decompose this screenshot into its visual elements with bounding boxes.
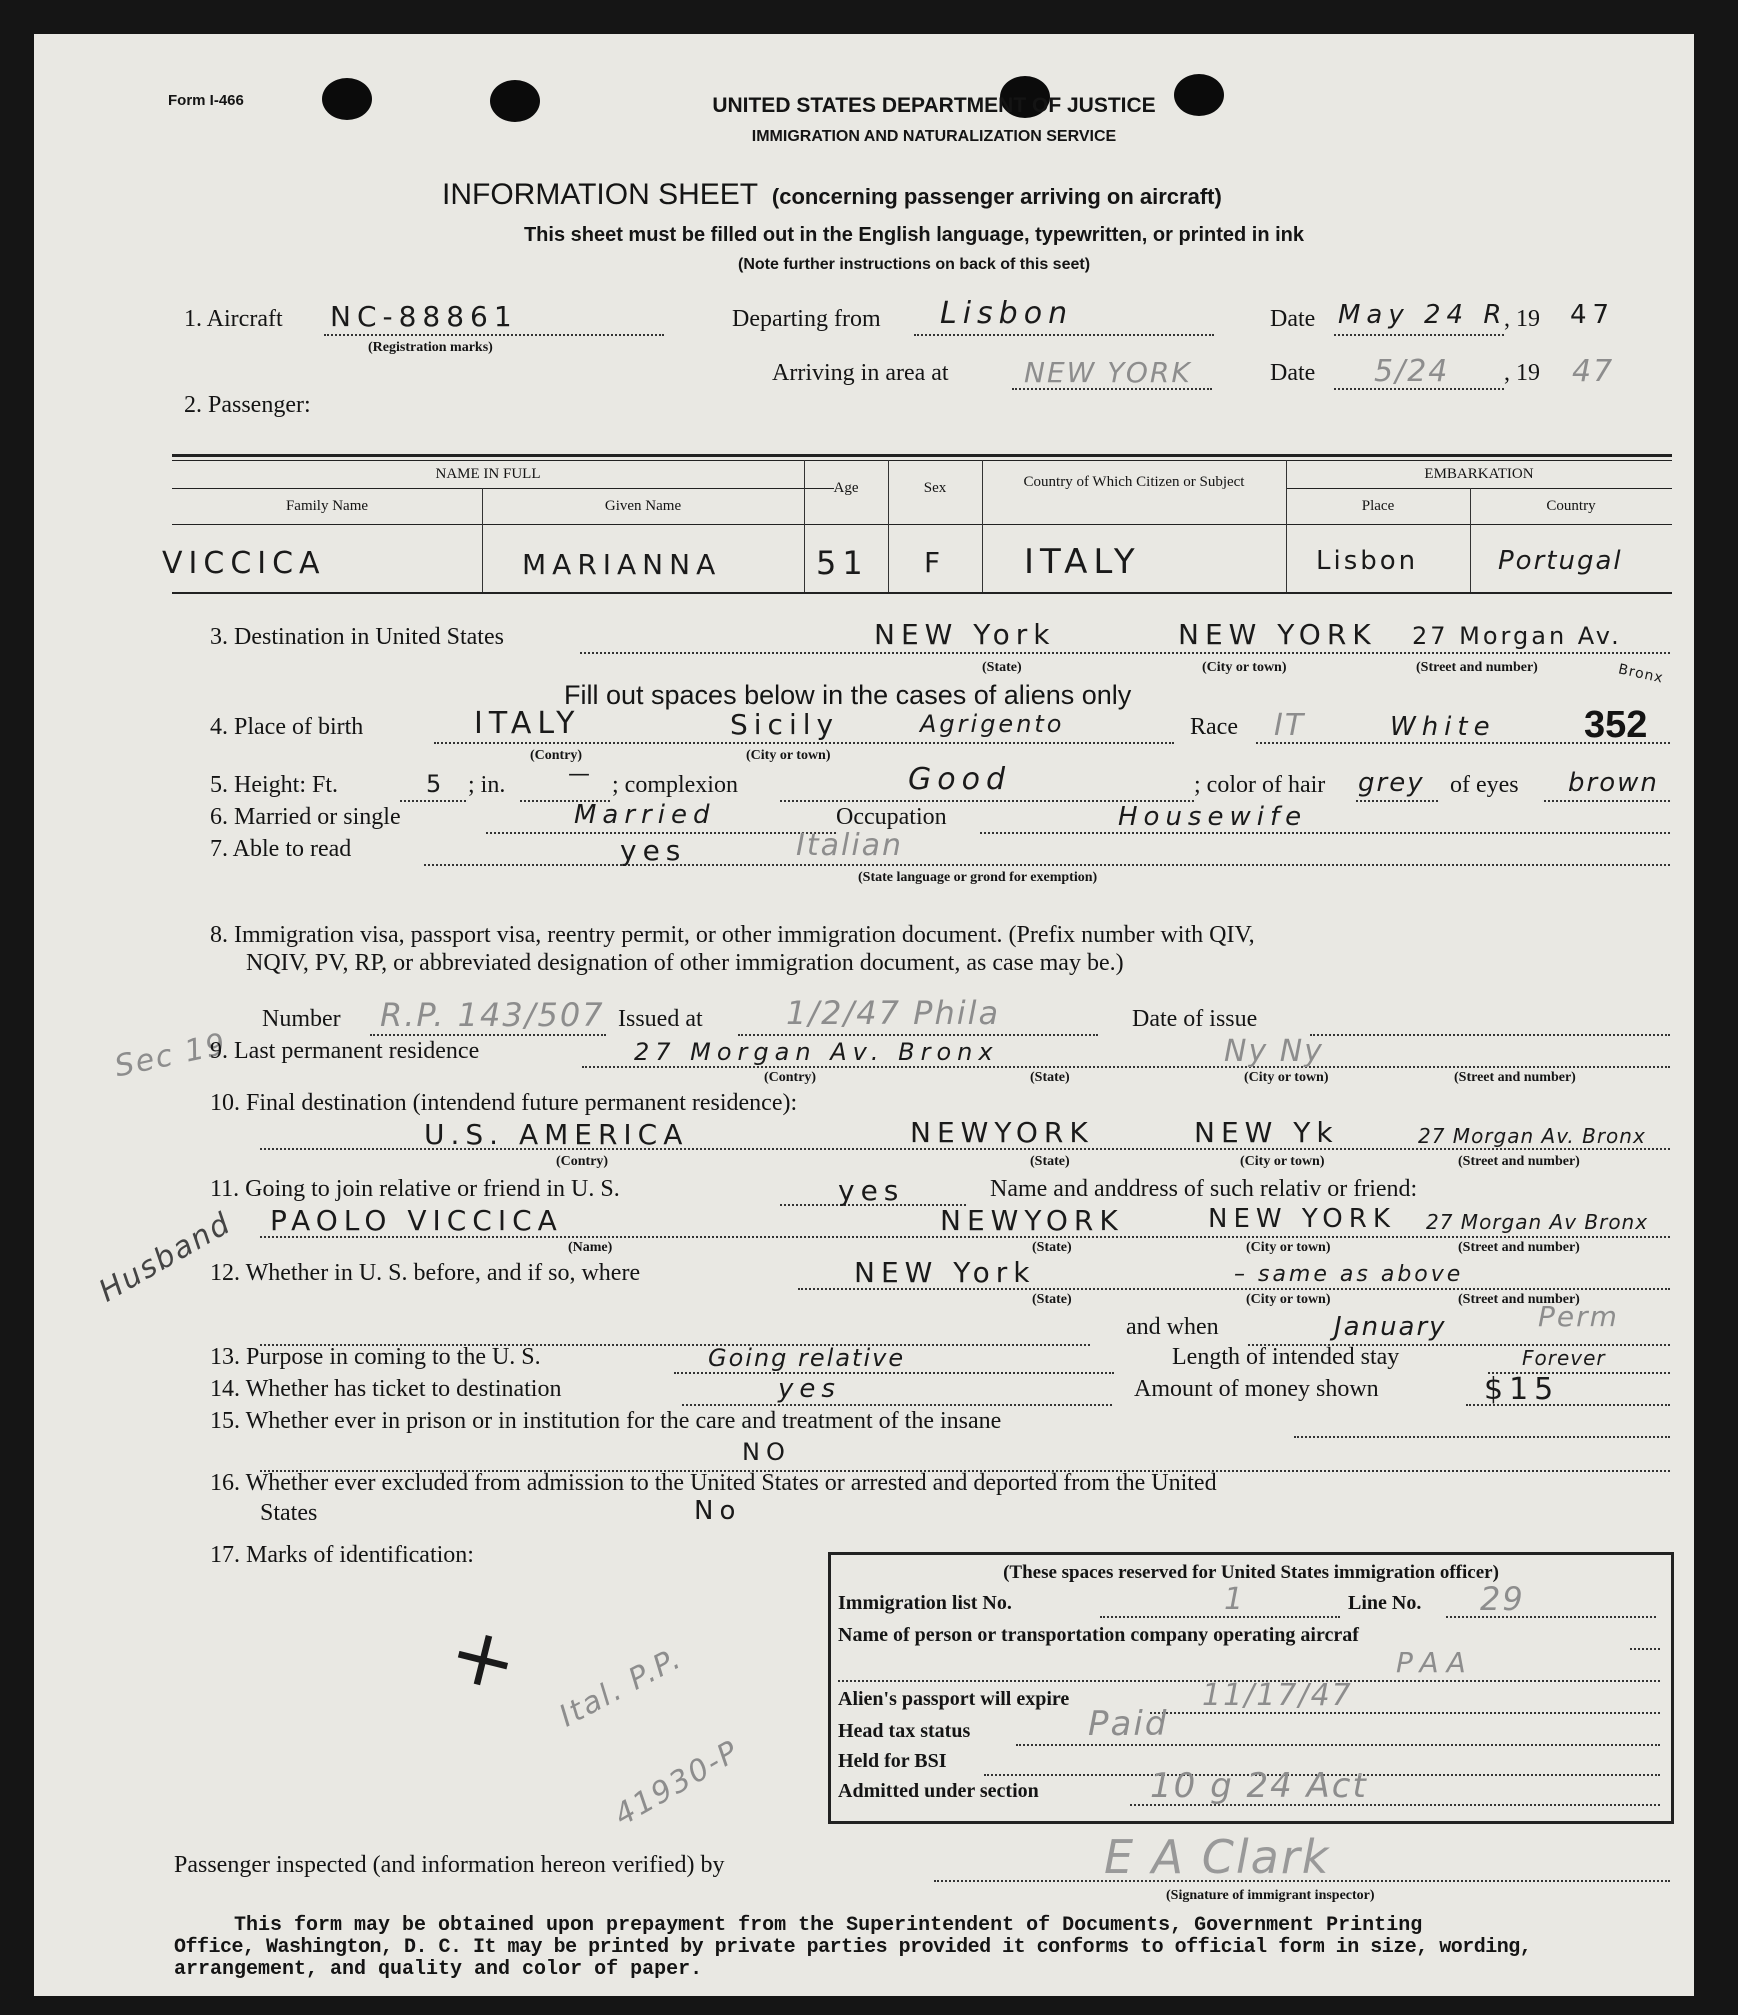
passenger-sex[interactable]: F <box>924 546 947 579</box>
q2-label: 2. Passenger: <box>184 392 311 418</box>
stay-value[interactable]: Forever <box>1522 1346 1606 1370</box>
final-city[interactable]: NEW Yk <box>1194 1116 1339 1149</box>
race-code[interactable]: 352 <box>1584 704 1648 746</box>
q4-label: 4. Place of birth <box>210 714 364 740</box>
instruction-text: This sheet must be filled out in the English language, typewritten, or printed in ink <box>523 224 1305 246</box>
residence-street[interactable]: 27 Morgan Av. Bronx <box>634 1038 999 1066</box>
final-street-caption: (Street and number) <box>1458 1154 1580 1169</box>
aliens-note: Fill out spaces below in the cases of aliens only <box>564 680 1132 710</box>
line-value[interactable]: 29 <box>1480 1580 1525 1618</box>
occupation-value[interactable]: Housewife <box>1118 802 1308 832</box>
dep-date-value[interactable]: May 24 R <box>1338 300 1508 330</box>
ticket-value[interactable]: yes <box>778 1374 841 1404</box>
dest-city[interactable]: NEW YORK <box>1178 618 1377 651</box>
final-city-caption: (City or town) <box>1240 1154 1325 1169</box>
stay-label: Length of intended stay <box>1172 1344 1400 1370</box>
dest-street-extra[interactable]: Bronx <box>1616 661 1665 687</box>
line-label: Line No. <box>1348 1592 1422 1614</box>
birth-city-caption: (City or town) <box>746 748 831 763</box>
q13-label: 13. Purpose in coming to the U. S. <box>210 1344 541 1370</box>
q6-label: 6. Married or single <box>210 804 401 830</box>
dep-year-value[interactable]: 47 <box>1570 300 1616 330</box>
eyes-label: of eyes <box>1450 772 1519 798</box>
note-text: (Note further instructions on back of this seet) <box>737 256 1091 273</box>
issued-label: Issued at <box>618 1006 703 1032</box>
company-value[interactable]: PAA <box>1396 1646 1474 1679</box>
previous-street-caption: (Street and number) <box>1458 1292 1580 1307</box>
q11-label: 11. Going to join relative or friend in U. S. <box>210 1176 620 1202</box>
birth-town[interactable]: Agrigento <box>920 710 1065 738</box>
occupation-label: Occupation <box>836 804 947 830</box>
dest-state-caption: (State) <box>982 660 1022 675</box>
service-name: IMMIGRATION AND NATURALIZATION SERVICE <box>751 128 1117 145</box>
inspector-caption: (Signature of immigrant inspector) <box>1166 1888 1375 1903</box>
birth-country-caption: (Contry) <box>530 748 583 763</box>
q11-margin-note: Husband <box>93 1205 238 1310</box>
join-relative-value[interactable]: yes <box>838 1174 905 1207</box>
th-embarkation: EMBARKATION <box>1424 466 1534 482</box>
q15-label: 15. Whether ever in prison or in institution for the care and treatment of the insane <box>210 1408 1002 1434</box>
dep-year-prefix: , 19 <box>1504 306 1540 332</box>
passport-label: Alien's passport will expire <box>838 1688 1070 1710</box>
height-in-label: ; in. <box>468 772 506 798</box>
embark-place[interactable]: Lisbon <box>1316 546 1419 576</box>
excluded-value[interactable]: No <box>694 1496 742 1526</box>
arr-date-value[interactable]: 5/24 <box>1374 354 1450 389</box>
identification-pencil-2: 41930-P <box>608 1733 746 1834</box>
previous-state-caption: (State) <box>1032 1292 1072 1307</box>
relative-city[interactable]: NEW YORK <box>1208 1204 1396 1234</box>
final-state-caption: (State) <box>1030 1154 1070 1169</box>
th-name-in-full: NAME IN FULL <box>435 466 541 482</box>
punch-hole <box>322 78 372 120</box>
page-title <box>442 178 1222 212</box>
final-state[interactable]: NEWYORK <box>910 1116 1094 1149</box>
q9-margin-note: Sec 19 <box>111 1026 231 1085</box>
embark-country[interactable]: Portugal <box>1498 546 1623 576</box>
hair-value[interactable]: grey <box>1358 768 1425 798</box>
q16-text: 16. Whether ever excluded from admission to the United States or arrested and deported from the United <box>210 1470 1217 1496</box>
relative-state[interactable]: NEWYORK <box>940 1204 1124 1237</box>
race-pencil[interactable]: IT <box>1274 708 1306 743</box>
relative-street-caption: (Street and number) <box>1458 1240 1580 1255</box>
title-text: INFORMATION SHEET <box>442 178 758 211</box>
race-value[interactable]: White <box>1390 712 1496 742</box>
marital-status[interactable]: Married <box>574 800 716 830</box>
footer-line-1: This form may be obtained upon prepayment from the Superintendent of Documents, Government Printing <box>234 1914 1423 1937</box>
section-value[interactable]: 10 g 24 Act <box>1150 1766 1368 1806</box>
list-label: Immigration list No. <box>838 1592 1012 1614</box>
th-country: Country of Which Citizen or Subject <box>1023 474 1245 490</box>
q9-label: 9. Last permanent residence <box>210 1038 480 1064</box>
relative-city-caption: (City or town) <box>1246 1240 1331 1255</box>
company-label: Name of person or transportation company operating aircraf <box>838 1624 1359 1646</box>
height-in[interactable]: — <box>568 762 596 787</box>
passenger-citizenship[interactable]: ITALY <box>1024 542 1141 582</box>
when-pencil[interactable]: Perm <box>1538 1300 1619 1333</box>
departing-label: Departing from <box>732 306 881 332</box>
arriving-value[interactable]: NEW YORK <box>1024 356 1192 389</box>
arr-year-value[interactable]: 47 <box>1572 354 1615 389</box>
tax-value[interactable]: Paid <box>1088 1704 1169 1744</box>
passport-value[interactable]: 11/17/47 <box>1202 1678 1353 1713</box>
q3-label: 3. Destination in United States <box>210 624 504 650</box>
q17-label: 17. Marks of identification: <box>210 1542 474 1568</box>
birth-city[interactable]: Sicily <box>730 708 840 741</box>
dest-street[interactable]: 27 Morgan Av. <box>1412 622 1622 650</box>
footer-line-3: arrangement, and quality and color of paper. <box>174 1958 703 1981</box>
identification-pencil-1: Ital. P.P. <box>553 1640 688 1735</box>
passenger-age[interactable]: 51 <box>816 544 869 582</box>
final-country[interactable]: U.S. AMERICA <box>424 1118 689 1151</box>
form-sheet <box>34 34 1694 1996</box>
q5-label: 5. Height: Ft. <box>210 772 339 798</box>
arr-year-prefix: , 19 <box>1504 360 1540 386</box>
q10-label: 10. Final destination (intendend future permanent residence): <box>210 1090 798 1116</box>
read-language[interactable]: Italian <box>796 828 904 863</box>
th-emb-country: Country <box>1546 498 1596 514</box>
previous-street[interactable]: – same as above <box>1234 1262 1464 1287</box>
residence-street-caption: (Street and number) <box>1454 1070 1576 1085</box>
q16-text2: States <box>260 1500 318 1526</box>
inspector-signature: E A Clark <box>1104 1830 1331 1884</box>
relative-street[interactable]: 27 Morgan Av Bronx <box>1426 1210 1649 1234</box>
th-family-name: Family Name <box>285 498 369 514</box>
section-label: Admitted under section <box>838 1780 1039 1802</box>
departing-value[interactable]: Lisbon <box>940 296 1074 331</box>
relative-state-caption: (State) <box>1032 1240 1072 1255</box>
q14-label: 14. Whether has ticket to destination <box>210 1376 562 1402</box>
hair-label: ; color of hair <box>1194 772 1326 798</box>
th-age: Age <box>833 480 859 496</box>
q1-label: 1. Aircraft <box>184 306 283 332</box>
aircraft-caption: (Registration marks) <box>368 340 493 355</box>
passenger-family-name[interactable]: VICCICA <box>162 546 326 581</box>
officer-box-title: (These spaces reserved for United States immigration officer) <box>1003 1562 1499 1583</box>
residence-city[interactable]: Ny Ny <box>1224 1034 1324 1069</box>
money-value[interactable]: $15 <box>1484 1372 1560 1407</box>
residence-country-caption: (Contry) <box>764 1070 817 1085</box>
footer-line-2: Office, Washington, D. C. It may be printed by private parties provided it conforms to official form in size, wording, <box>174 1936 1532 1959</box>
purpose-value[interactable]: Going relative <box>708 1344 906 1372</box>
tax-label: Head tax status <box>838 1720 971 1742</box>
prison-value[interactable]: NO <box>742 1438 791 1466</box>
doc-number-label: Number <box>262 1006 341 1032</box>
complexion-value[interactable]: Good <box>908 762 1011 797</box>
inspected-label: Passenger inspected (and information hereon verified) by <box>174 1852 725 1878</box>
th-place: Place <box>1361 498 1395 514</box>
aircraft-value[interactable]: NC-88861 <box>330 300 518 333</box>
issue-date-label: Date of issue <box>1132 1006 1258 1032</box>
eyes-value[interactable]: brown <box>1568 768 1659 798</box>
read-caption: (State language or grond for exemption) <box>858 870 1098 885</box>
final-country-caption: (Contry) <box>556 1154 609 1169</box>
residence-state-caption: (State) <box>1030 1070 1070 1085</box>
complexion-label: ; complexion <box>612 772 738 798</box>
doc-number[interactable]: R.P. 143/507 <box>380 996 605 1034</box>
dest-street-caption: (Street and number) <box>1416 660 1538 675</box>
dep-date-label: Date <box>1270 306 1316 332</box>
form-number: Form I-466 <box>168 92 244 109</box>
relative-name-label: Name and anddress of such relativ or friend: <box>990 1176 1418 1202</box>
issued-value[interactable]: 1/2/47 Phila <box>786 994 1001 1032</box>
list-value[interactable]: 1 <box>1224 1582 1246 1617</box>
race-label: Race <box>1190 714 1238 740</box>
passenger-given-name[interactable]: MARIANNA <box>522 548 722 581</box>
q7-label: 7. Able to read <box>210 836 352 862</box>
q8-text1: 8. Immigration visa, passport visa, reentry permit, or other immigration document. (Prefix number with QIV, <box>210 922 1255 948</box>
th-given-name: Given Name <box>604 498 682 514</box>
relative-name[interactable]: PAOLO VICCICA <box>270 1204 563 1237</box>
height-ft[interactable]: 5 <box>426 770 448 798</box>
identification-mark: + <box>439 1604 534 1713</box>
when-value[interactable]: January <box>1334 1312 1447 1342</box>
bsi-label: Held for BSI <box>838 1750 947 1772</box>
dest-state[interactable]: NEW York <box>874 618 1056 651</box>
dest-city-caption: (City or town) <box>1202 660 1287 675</box>
q12-label: 12. Whether in U. S. before, and if so, where <box>210 1260 641 1286</box>
relative-name-caption: (Name) <box>568 1240 613 1255</box>
previous-city-caption: (City or town) <box>1246 1292 1331 1307</box>
residence-city-caption: (City or town) <box>1244 1070 1329 1085</box>
final-street[interactable]: 27 Morgan Av. Bronx <box>1418 1124 1646 1148</box>
read-value[interactable]: yes <box>620 834 687 867</box>
previous-state[interactable]: NEW York <box>854 1256 1036 1289</box>
birth-country[interactable]: ITALY <box>474 706 581 741</box>
arriving-label: Arriving in area at <box>772 360 949 386</box>
punch-hole <box>490 80 540 122</box>
title-subtext: (concerning passenger arriving on aircraft) <box>771 184 1222 209</box>
money-label: Amount of money shown <box>1134 1376 1379 1402</box>
department-name: UNITED STATES DEPARTMENT OF JUSTICE <box>712 94 1156 117</box>
q8-text2: NQIV, PV, RP, or abbreviated designation of other immigration document, as case may be.) <box>246 950 1124 976</box>
th-sex: Sex <box>923 480 947 496</box>
when-label: and when <box>1126 1314 1219 1340</box>
arr-date-label: Date <box>1270 360 1316 386</box>
